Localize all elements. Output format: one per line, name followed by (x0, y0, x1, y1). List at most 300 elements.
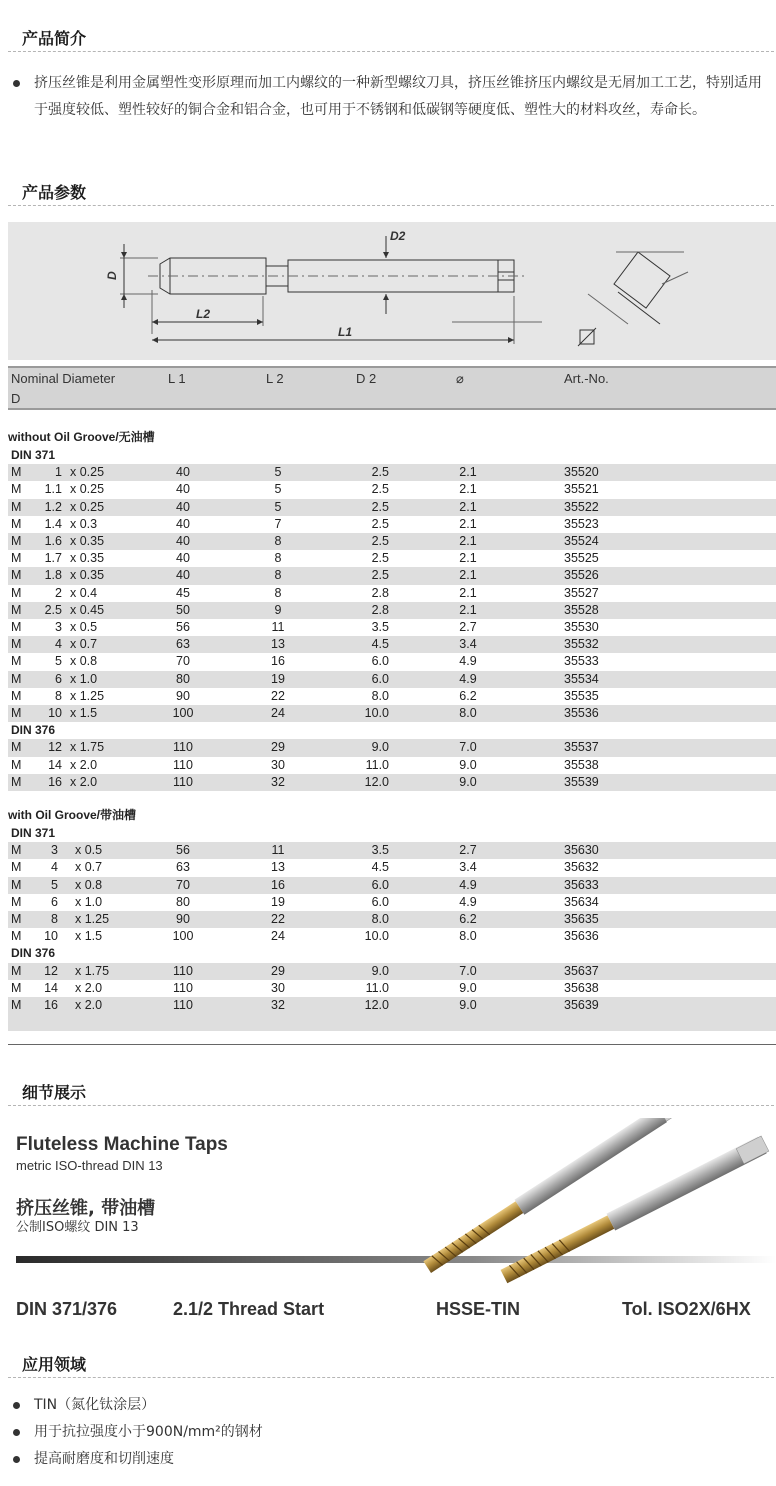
cell-m: M (11, 688, 22, 703)
cell-m: M (11, 894, 22, 909)
cell-l2: 8 (274, 551, 282, 566)
table-header (8, 366, 776, 410)
cell-l1: 63 (176, 637, 190, 652)
cell-m: M (11, 534, 22, 548)
cell-l1: 40 (176, 534, 190, 548)
din-standard-label: DIN 371 (11, 826, 56, 840)
cell-pitch: x 1.25 (75, 912, 110, 926)
col-d2: D 2 (356, 371, 377, 386)
cell-square: 9.0 (459, 980, 477, 995)
application-item (0, 1419, 776, 1446)
cell-art-no: 35521 (564, 482, 599, 497)
cell-pitch: x 0.3 (70, 516, 98, 531)
cell-diameter: 16 (44, 998, 58, 1012)
dim-label-l1: L1 (338, 325, 353, 339)
cell-d2: 12.0 (364, 774, 389, 789)
cell-pitch: x 0.8 (70, 654, 98, 669)
cell-pitch: x 1.25 (70, 688, 105, 703)
cell-l2: 24 (271, 929, 285, 944)
table-row (8, 688, 776, 705)
cell-l1: 110 (173, 774, 193, 789)
cell-art-no: 35635 (564, 912, 599, 926)
cell-l1: 40 (176, 482, 190, 497)
cell-m: M (11, 654, 22, 669)
cell-d2: 2.5 (371, 534, 389, 548)
cell-d2: 3.5 (371, 843, 389, 858)
table-row (8, 585, 776, 602)
cell-d2: 2.5 (371, 551, 389, 566)
cell-pitch: x 0.7 (75, 860, 103, 875)
cell-d2: 11.0 (365, 757, 389, 772)
cell-l2: 32 (271, 774, 285, 789)
cell-l2: 9 (274, 602, 282, 617)
cell-m: M (11, 757, 22, 772)
cell-l2: 32 (271, 998, 285, 1012)
col-nominal-sub: D (11, 391, 21, 406)
cell-art-no: 35639 (564, 998, 599, 1012)
cell-diameter: 10 (48, 706, 62, 720)
table-row (8, 619, 776, 636)
cell-l1: 70 (176, 654, 190, 669)
cell-d2: 10.0 (364, 706, 389, 720)
params-title: 产品参数 (22, 183, 87, 202)
cell-square: 3.4 (459, 637, 477, 652)
cell-pitch: x 0.25 (70, 465, 105, 480)
cell-square: 6.2 (459, 688, 477, 703)
details-title: 细节展示 (22, 1083, 87, 1102)
table-row (8, 464, 776, 481)
table-row (8, 757, 776, 774)
table-row (8, 774, 776, 791)
cell-m: M (11, 568, 22, 583)
intro-bullets (0, 70, 776, 124)
application-divider (8, 1377, 774, 1378)
product-name-cn-sub: 公制ISO螺纹 DIN 13 (16, 1220, 139, 1235)
cell-l1: 110 (173, 980, 193, 995)
cell-l1: 63 (176, 860, 190, 875)
cell-l1: 56 (176, 620, 190, 634)
cell-l2: 16 (271, 877, 285, 892)
application-item (0, 1392, 776, 1419)
cell-square: 4.9 (459, 877, 477, 892)
table-row (8, 671, 776, 688)
cell-square: 9.0 (459, 757, 477, 772)
cell-square: 3.4 (459, 860, 477, 875)
cell-art-no: 35524 (564, 534, 599, 548)
spec-din: DIN 371/376 (16, 1299, 118, 1319)
cell-pitch: x 0.7 (70, 637, 98, 652)
cell-diameter: 12 (44, 963, 58, 978)
cell-l2: 8 (274, 534, 282, 548)
cell-pitch: x 1.75 (75, 963, 110, 978)
cell-art-no: 35533 (564, 654, 599, 669)
bullet-dot-icon (13, 80, 20, 87)
cell-square: 7.0 (459, 963, 477, 978)
application-title: 应用领域 (22, 1355, 87, 1374)
cell-d2: 6.0 (371, 671, 389, 686)
table-row (8, 705, 776, 722)
col-art: Art.-No. (564, 371, 609, 386)
table-row (8, 653, 776, 670)
spec-tolerance: Tol. ISO2X/6HX (622, 1299, 751, 1319)
cell-l1: 110 (173, 757, 193, 772)
params-section-header (0, 180, 776, 206)
cell-art-no: 35523 (564, 516, 599, 531)
cell-diameter: 10 (44, 929, 58, 944)
cell-square: 8.0 (459, 929, 477, 944)
cell-square: 9.0 (459, 774, 477, 789)
product-name-en: Fluteless Machine Taps (16, 1134, 228, 1155)
cell-art-no: 35638 (564, 980, 599, 995)
cell-pitch: x 1.5 (75, 929, 103, 944)
intro-text-item (0, 70, 776, 124)
tap-product-image (0, 1118, 776, 1298)
cell-l2: 5 (274, 482, 282, 497)
cell-diameter: 1.1 (44, 482, 62, 497)
cell-m: M (11, 620, 22, 634)
col-square: ⌀ (456, 371, 464, 386)
group-label: with Oil Groove/带油槽 (8, 808, 137, 822)
table-row (8, 567, 776, 584)
details-divider (8, 1105, 774, 1106)
bullet-dot-icon (13, 1429, 20, 1436)
cell-square: 2.1 (459, 585, 477, 600)
cell-l1: 45 (176, 585, 190, 600)
cell-art-no: 35520 (564, 465, 599, 480)
application-item-text: 提高耐磨度和切削速度 (34, 1451, 174, 1467)
cell-pitch: x 0.4 (70, 585, 98, 600)
cell-d2: 2.5 (371, 499, 389, 514)
cell-l1: 40 (176, 568, 190, 583)
cell-l2: 29 (271, 740, 285, 755)
cell-art-no: 35530 (564, 620, 599, 634)
cell-square: 2.1 (459, 602, 477, 617)
cell-d2: 6.0 (371, 654, 389, 669)
cell-m: M (11, 877, 22, 892)
cell-square: 2.1 (459, 465, 477, 480)
cell-diameter: 1.8 (44, 568, 62, 583)
table-row (8, 963, 776, 980)
cell-diameter: 12 (48, 740, 62, 755)
cell-diameter: 2 (55, 585, 62, 600)
cell-square: 2.1 (459, 534, 477, 548)
cell-m: M (11, 843, 22, 858)
cell-square: 2.1 (459, 482, 477, 497)
cell-l1: 90 (176, 912, 190, 926)
cell-art-no: 35632 (564, 860, 599, 875)
bullet-dot-icon (13, 1402, 20, 1409)
group-label: without Oil Groove/无油槽 (8, 430, 155, 444)
col-l1: L 1 (168, 371, 186, 386)
cell-l1: 110 (173, 740, 193, 755)
cell-d2: 3.5 (371, 620, 389, 634)
cell-square: 2.7 (459, 843, 477, 858)
cell-diameter: 4 (51, 860, 58, 875)
cell-pitch: x 2.0 (70, 757, 98, 772)
cell-square: 2.1 (459, 516, 477, 531)
cell-art-no: 35634 (564, 894, 599, 909)
cell-m: M (11, 774, 22, 789)
cell-d2: 6.0 (371, 877, 389, 892)
table-row (8, 533, 776, 550)
application-bullets (0, 1392, 776, 1473)
cell-diameter: 1 (55, 465, 62, 480)
bullet-dot-icon (13, 1456, 20, 1463)
product-name-en-sub: metric ISO-thread DIN 13 (16, 1158, 163, 1173)
cell-pitch: x 2.0 (75, 980, 103, 995)
cell-m: M (11, 912, 22, 926)
table-row (8, 499, 776, 516)
cell-l2: 30 (271, 757, 285, 772)
cell-l2: 8 (274, 568, 282, 583)
cell-m: M (11, 860, 22, 875)
cell-diameter: 8 (51, 912, 58, 926)
table-row (8, 481, 776, 498)
cell-l1: 90 (176, 688, 190, 703)
cell-l2: 5 (274, 465, 282, 480)
cell-l1: 100 (172, 929, 194, 944)
cell-d2: 10.0 (364, 929, 389, 944)
cell-square: 9.0 (459, 998, 477, 1012)
cell-pitch: x 1.5 (70, 706, 98, 720)
cell-diameter: 6 (51, 894, 58, 909)
cell-l2: 24 (271, 706, 285, 720)
cell-l2: 13 (271, 860, 285, 875)
cell-l2: 19 (271, 894, 285, 909)
cell-l1: 56 (176, 843, 190, 858)
tap-shank (288, 260, 514, 292)
table-row (8, 997, 776, 1014)
cell-m: M (11, 482, 22, 497)
cell-square: 2.7 (459, 620, 477, 634)
cell-art-no: 35538 (564, 757, 599, 772)
cell-diameter: 3 (51, 843, 58, 858)
cell-l2: 30 (271, 980, 285, 995)
cell-diameter: 14 (44, 980, 58, 995)
cell-pitch: x 0.45 (70, 602, 105, 617)
cell-square: 2.1 (459, 551, 477, 566)
cell-art-no: 35525 (564, 551, 599, 566)
cell-diameter: 5 (55, 654, 62, 669)
cell-square: 2.1 (459, 568, 477, 583)
col-nominal: Nominal Diameter (11, 371, 116, 386)
cell-l1: 40 (176, 465, 190, 480)
cell-m: M (11, 516, 22, 531)
dim-label-l2: L2 (196, 307, 211, 321)
cell-l1: 80 (176, 894, 190, 909)
cell-square: 4.9 (459, 894, 477, 909)
cell-pitch: x 2.0 (75, 998, 103, 1012)
cell-d2: 2.5 (371, 516, 389, 531)
cell-d2: 8.0 (371, 912, 389, 926)
cell-art-no: 35522 (564, 499, 599, 514)
cell-d2: 2.5 (371, 465, 389, 480)
cell-d2: 8.0 (371, 688, 389, 703)
cell-d2: 6.0 (371, 894, 389, 909)
cell-l1: 50 (176, 602, 190, 617)
cell-square: 8.0 (459, 706, 477, 720)
cell-d2: 9.0 (371, 963, 389, 978)
cell-l2: 11 (271, 620, 285, 634)
table-row-empty (8, 1014, 776, 1031)
table-row (8, 842, 776, 859)
table-row (8, 911, 776, 928)
dim-label-d: D (105, 271, 119, 280)
cell-pitch: x 0.25 (70, 499, 105, 514)
dim-label-d2: D2 (390, 229, 406, 243)
intro-text: 挤压丝锥是利用金属塑性变形原理而加工内螺纹的一种新型螺纹刀具，挤压丝锥挤压内螺纹是无屑加工工艺，特别适用于强度较低、塑性较好的铜合金和铝合金，也可用于不锈钢和低碳钢等硬度低、塑性大的材料攻丝，寿命长。 (34, 75, 762, 118)
cell-l2: 16 (271, 654, 285, 669)
cell-diameter: 8 (55, 688, 62, 703)
cell-l2: 7 (274, 516, 282, 531)
cell-pitch: x 0.8 (75, 877, 103, 892)
table-row (8, 516, 776, 533)
cell-l2: 13 (271, 637, 285, 652)
din-standard-label: DIN 371 (11, 448, 56, 462)
cell-diameter: 16 (48, 774, 62, 789)
table-row (8, 894, 776, 911)
cell-l2: 19 (271, 671, 285, 686)
cell-m: M (11, 980, 22, 995)
application-section-header (0, 1352, 776, 1378)
cell-art-no: 35630 (564, 843, 599, 858)
cell-l2: 22 (271, 688, 285, 703)
table-row (8, 877, 776, 894)
cell-d2: 9.0 (371, 740, 389, 755)
cell-m: M (11, 499, 22, 514)
din-standard-label: DIN 376 (11, 723, 56, 738)
cell-d2: 11.0 (365, 980, 389, 995)
cell-m: M (11, 671, 22, 686)
tap-drawing (8, 222, 776, 360)
cell-diameter: 5 (51, 877, 58, 892)
cell-pitch: x 0.5 (70, 620, 98, 634)
product-name-cn: 挤压丝锥, 带油槽 (16, 1198, 156, 1219)
cell-square: 7.0 (459, 740, 477, 755)
cell-m: M (11, 998, 22, 1012)
cell-l1: 40 (176, 516, 190, 531)
cell-m: M (11, 585, 22, 600)
cell-pitch: x 1.75 (70, 740, 105, 755)
cell-art-no: 35528 (564, 602, 599, 617)
cell-diameter: 1.7 (44, 551, 62, 566)
cell-pitch: x 0.5 (75, 843, 103, 858)
cell-d2: 4.5 (371, 860, 389, 875)
cell-m: M (11, 602, 22, 617)
cell-d2: 2.8 (371, 585, 389, 600)
cell-diameter: 1.2 (44, 499, 62, 514)
cell-pitch: x 1.0 (70, 671, 98, 686)
cell-diameter: 3 (55, 620, 62, 634)
cell-m: M (11, 929, 22, 944)
cell-l2: 5 (274, 499, 282, 514)
col-l2: L 2 (266, 371, 284, 386)
cell-l2: 8 (274, 585, 282, 600)
cell-m: M (11, 465, 22, 480)
intro-section-header (0, 26, 776, 52)
cell-d2: 2.5 (371, 482, 389, 497)
cell-art-no: 35636 (564, 929, 599, 944)
cell-m: M (11, 963, 22, 978)
cell-art-no: 35527 (564, 585, 599, 600)
cell-pitch: x 2.0 (70, 774, 98, 789)
cell-diameter: 14 (48, 757, 62, 772)
cell-l1: 100 (172, 706, 194, 720)
cell-square: 2.1 (459, 499, 477, 514)
cell-d2: 12.0 (364, 998, 389, 1012)
cell-art-no: 35637 (564, 963, 599, 978)
cell-diameter: 2.5 (44, 602, 62, 617)
cell-art-no: 35534 (564, 671, 599, 686)
cell-pitch: x 0.35 (70, 534, 105, 548)
table-row (8, 602, 776, 619)
table-row (8, 928, 776, 945)
table-row (8, 739, 776, 756)
cell-square: 4.9 (459, 671, 477, 686)
cell-d2: 2.8 (371, 602, 389, 617)
cell-diameter: 1.4 (44, 516, 62, 531)
cell-art-no: 35526 (564, 568, 599, 583)
params-divider (8, 205, 774, 206)
intro-divider (8, 51, 774, 52)
table-row (8, 859, 776, 876)
tap-dimension-diagram (8, 222, 776, 360)
spec-thread-start: 2.1/2 Thread Start (173, 1299, 325, 1319)
cell-pitch: x 0.35 (70, 568, 105, 583)
cell-l1: 70 (176, 877, 190, 892)
cell-l1: 110 (173, 998, 193, 1012)
table-row (8, 550, 776, 567)
cell-art-no: 35535 (564, 688, 599, 703)
cell-l1: 110 (173, 963, 193, 978)
square-end-view (614, 252, 670, 308)
cell-m: M (11, 706, 22, 720)
table-row (8, 980, 776, 997)
cell-square: 6.2 (459, 912, 477, 926)
application-item-text: 用于抗拉强度小于900N/mm²的钢材 (34, 1424, 263, 1440)
table-bottom-rule (8, 1044, 776, 1045)
cell-pitch: x 1.0 (75, 894, 103, 909)
cell-diameter: 4 (55, 637, 62, 652)
application-item (0, 1446, 776, 1473)
cell-m: M (11, 551, 22, 566)
cell-l2: 29 (271, 963, 285, 978)
cell-diameter: 1.6 (44, 534, 62, 548)
cell-l1: 40 (176, 499, 190, 514)
cell-d2: 2.5 (371, 568, 389, 583)
cell-l1: 80 (176, 671, 190, 686)
cell-art-no: 35633 (564, 877, 599, 892)
cell-m: M (11, 637, 22, 652)
cell-l1: 40 (176, 551, 190, 566)
cell-square: 4.9 (459, 654, 477, 669)
intro-title: 产品简介 (22, 29, 87, 48)
application-item-text: TIN（氮化钛涂层） (34, 1397, 156, 1413)
details-section-header (0, 1080, 776, 1106)
spec-material: HSSE-TIN (436, 1299, 521, 1319)
cell-l2: 11 (271, 843, 285, 858)
table-row (8, 636, 776, 653)
cell-m: M (11, 740, 22, 755)
cell-art-no: 35537 (564, 740, 599, 755)
cell-art-no: 35536 (564, 706, 599, 720)
banner-divider-bar (16, 1256, 776, 1263)
cell-pitch: x 0.35 (70, 551, 105, 566)
cell-art-no: 35539 (564, 774, 599, 789)
cell-pitch: x 0.25 (70, 482, 105, 497)
din-standard-label: DIN 376 (11, 946, 56, 961)
cell-d2: 4.5 (371, 637, 389, 652)
